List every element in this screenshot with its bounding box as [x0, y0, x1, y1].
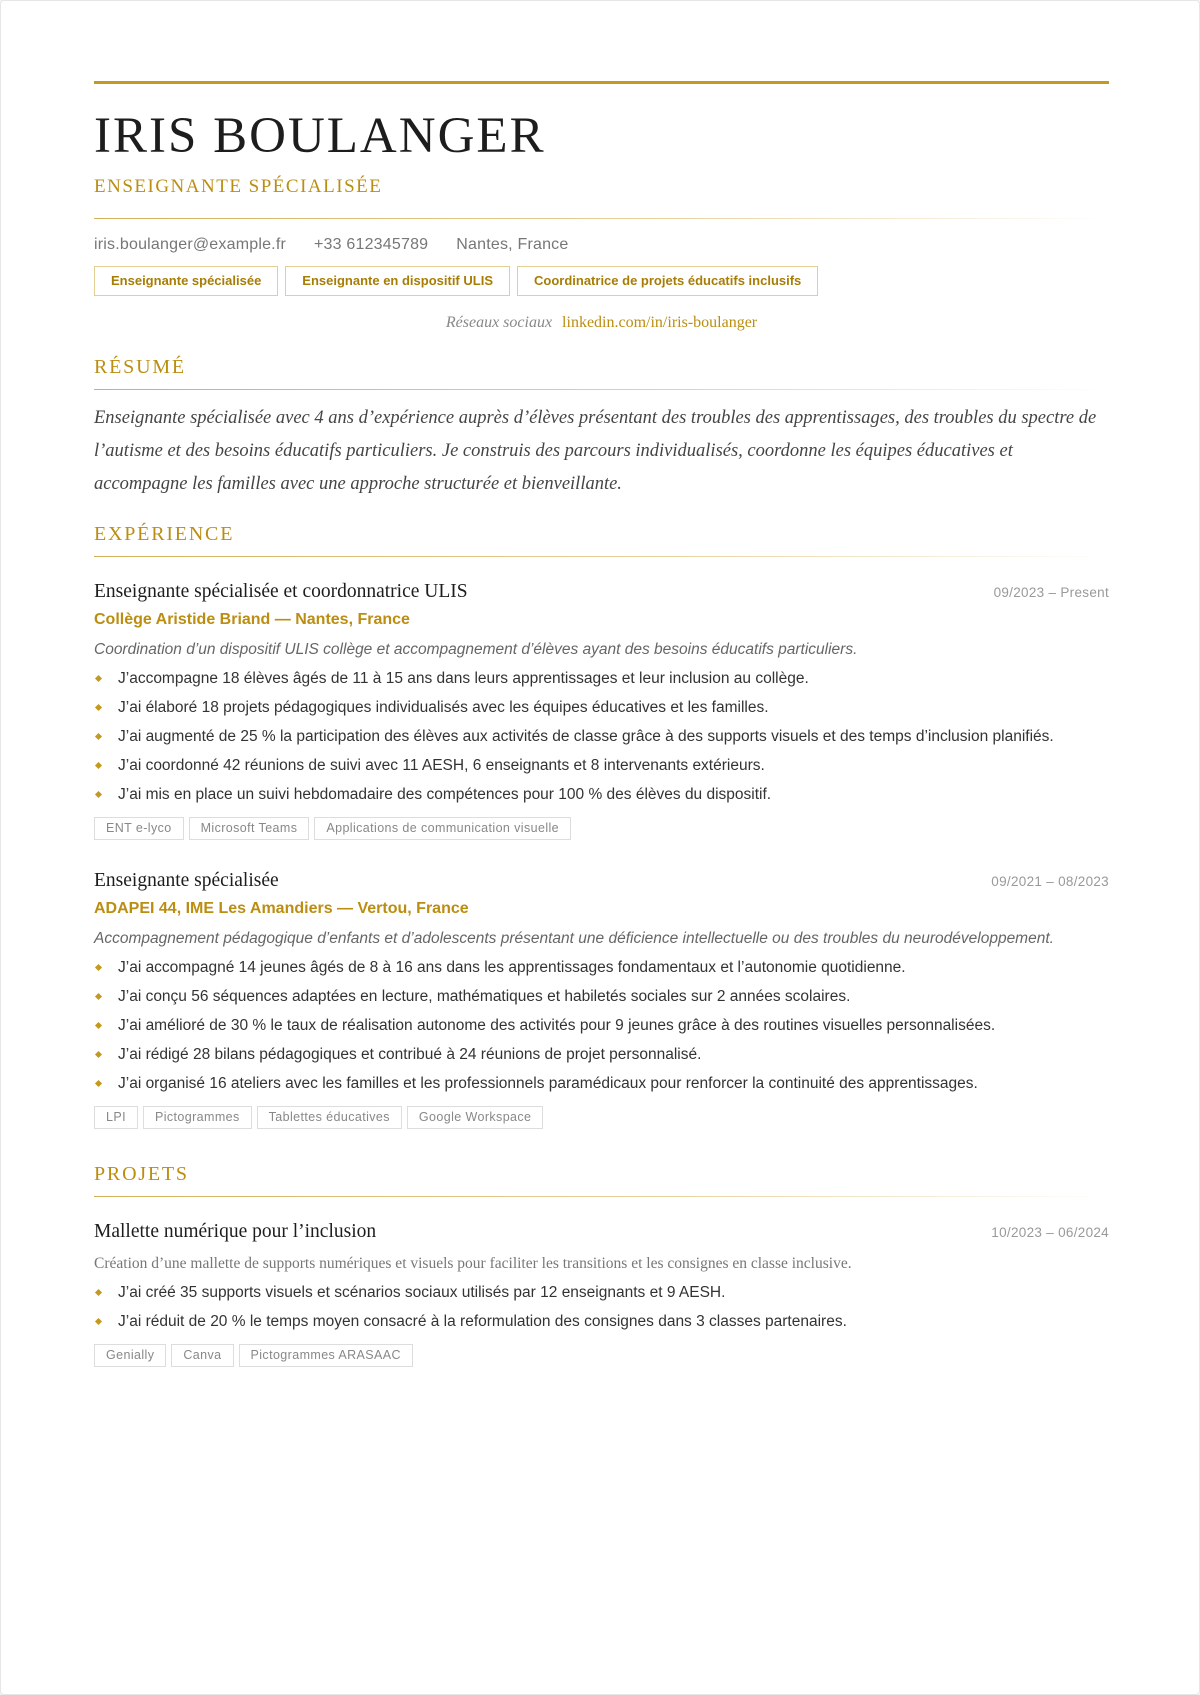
role-chip: Enseignante spécialisée	[94, 266, 278, 296]
skill-tag: Microsoft Teams	[189, 817, 310, 840]
achievement-item: J’ai coordonné 42 réunions de suivi avec 11 AESH, 6 enseignants et 8 intervenants extérieurs.	[94, 751, 1109, 780]
skill-tags	[94, 1106, 1109, 1129]
summary-section	[94, 356, 1109, 501]
job-entry	[94, 581, 1109, 840]
diamond-bullet-icon	[95, 1289, 102, 1296]
summary-text: Enseignante spécialisée avec 4 ans d’expérience auprès d’élèves présentant des troubles des apprentissages, des troubles du spectre de l’autisme et des besoins éducatifs particuliers. Je construis des parcours individualisés, coordonne les équipes éducatives et accompagne les familles avec une approche structurée et bienveillante.	[94, 408, 1097, 494]
project-entry	[94, 1221, 1109, 1367]
social-links	[94, 314, 1109, 332]
achievement-item: J’ai augmenté de 25 % la participation des élèves aux activités de classe grâce à des supports visuels et des temps d’inclusion planifiés.	[94, 722, 1109, 751]
location: Nantes, France	[456, 236, 569, 253]
skill-tag: Tablettes éducatives	[257, 1106, 402, 1129]
achievement-item: J’ai amélioré de 30 % le taux de réalisation autonome des activités pour 9 jeunes grâce à des routines visuelles personnalisées.	[94, 1011, 1109, 1040]
contact-info	[94, 236, 1109, 254]
job-title: Enseignante spécialisée et coordonnatrice ULIS	[94, 581, 468, 602]
section-divider	[94, 1196, 1109, 1197]
projects-section	[94, 1163, 1109, 1367]
diamond-bullet-icon	[95, 1051, 102, 1058]
job-date: 09/2023 – Present	[993, 585, 1109, 600]
achievement-item: J’ai mis en place un suivi hebdomadaire des compétences pour 100 % des élèves du dispositif.	[94, 780, 1109, 809]
project-title: Mallette numérique pour l’inclusion	[94, 1221, 377, 1242]
candidate-name: IRIS BOULANGER	[94, 108, 546, 164]
section-divider	[94, 389, 1109, 390]
diamond-bullet-icon	[95, 1318, 102, 1325]
candidate-title: ENSEIGNANTE SPÉCIALISÉE	[94, 176, 383, 197]
section-divider	[94, 556, 1109, 557]
diamond-bullet-icon	[95, 762, 102, 769]
social-label: Réseaux sociaux	[445, 314, 553, 331]
experience-heading: EXPÉRIENCE	[94, 523, 235, 545]
job-achievements	[94, 953, 1109, 1098]
experience-section	[94, 523, 1109, 1129]
job-title: Enseignante spécialisée	[94, 870, 279, 891]
achievement-item: J’ai réduit de 20 % le temps moyen consacré à la reformulation des consignes dans 3 classes partenaires.	[94, 1307, 1109, 1336]
job-description: Coordination d’un dispositif ULIS collège et accompagnement d’élèves ayant des besoins éducatifs particuliers.	[94, 641, 858, 658]
skill-tag: Applications de communication visuelle	[314, 817, 571, 840]
achievement-item: J’ai créé 35 supports visuels et scénarios sociaux utilisés par 12 enseignants et 9 AESH.	[94, 1278, 1109, 1307]
achievement-item: J’ai élaboré 18 projets pédagogiques individualisés avec les équipes éducatives et les familles.	[94, 693, 1109, 722]
diamond-bullet-icon	[95, 733, 102, 740]
diamond-bullet-icon	[95, 1022, 102, 1029]
role-chip: Coordinatrice de projets éducatifs inclusifs	[517, 266, 818, 296]
summary-heading: RÉSUMÉ	[94, 356, 186, 378]
job-entry	[94, 870, 1109, 1129]
header-divider	[94, 218, 1109, 219]
achievement-item: J’accompagne 18 élèves âgés de 11 à 15 ans dans leurs apprentissages et leur inclusion au collège.	[94, 664, 1109, 693]
skill-tag: ENT e-lyco	[94, 817, 184, 840]
skill-tag: Pictogrammes	[143, 1106, 252, 1129]
skill-tags	[94, 817, 1109, 840]
achievement-item: J’ai accompagné 14 jeunes âgés de 8 à 16 ans dans les apprentissages fondamentaux et l’autonomie quotidienne.	[94, 953, 1109, 982]
job-achievements	[94, 664, 1109, 809]
achievement-item: J’ai rédigé 28 bilans pédagogiques et contribué à 24 réunions de projet personnalisé.	[94, 1040, 1109, 1069]
job-description: Accompagnement pédagogique d’enfants et d’adolescents présentant une déficience intellectuelle ou des troubles du neurodéveloppement.	[94, 930, 1054, 947]
top-rule	[94, 81, 1109, 84]
diamond-bullet-icon	[95, 791, 102, 798]
job-organization: ADAPEI 44, IME Les Amandiers — Vertou, France	[94, 900, 469, 917]
skill-tag: Genially	[94, 1344, 166, 1367]
diamond-bullet-icon	[95, 1080, 102, 1087]
role-chips	[94, 266, 1109, 296]
email-address[interactable]: iris.boulanger@example.fr	[94, 236, 286, 253]
job-organization: Collège Aristide Briand — Nantes, France	[94, 611, 410, 628]
resume-content	[94, 81, 1109, 1367]
phone-number[interactable]: +33 612345789	[314, 236, 429, 253]
projects-heading: PROJETS	[94, 1163, 189, 1185]
achievement-item: J’ai conçu 56 séquences adaptées en lecture, mathématiques et habiletés sociales sur 2 années scolaires.	[94, 982, 1109, 1011]
job-date: 09/2021 – 08/2023	[991, 874, 1109, 889]
diamond-bullet-icon	[95, 964, 102, 971]
diamond-bullet-icon	[95, 704, 102, 711]
diamond-bullet-icon	[95, 675, 102, 682]
skill-tag: LPI	[94, 1106, 138, 1129]
skill-tag: Google Workspace	[407, 1106, 543, 1129]
project-description: Création d’une mallette de supports numériques et visuels pour faciliter les transitions et les consignes en classe inclusive.	[94, 1255, 852, 1272]
skill-tags	[94, 1344, 1109, 1367]
role-chip: Enseignante en dispositif ULIS	[285, 266, 510, 296]
achievement-item: J’ai organisé 16 ateliers avec les familles et les professionnels paramédicaux pour renforcer la continuité des apprentissages.	[94, 1069, 1109, 1098]
skill-tag: Canva	[171, 1344, 233, 1367]
skill-tag: Pictogrammes ARASAAC	[239, 1344, 413, 1367]
project-date: 10/2023 – 06/2024	[991, 1225, 1109, 1240]
linkedin-link[interactable]: linkedin.com/in/iris-boulanger	[562, 314, 758, 331]
diamond-bullet-icon	[95, 993, 102, 1000]
project-achievements	[94, 1278, 1109, 1336]
